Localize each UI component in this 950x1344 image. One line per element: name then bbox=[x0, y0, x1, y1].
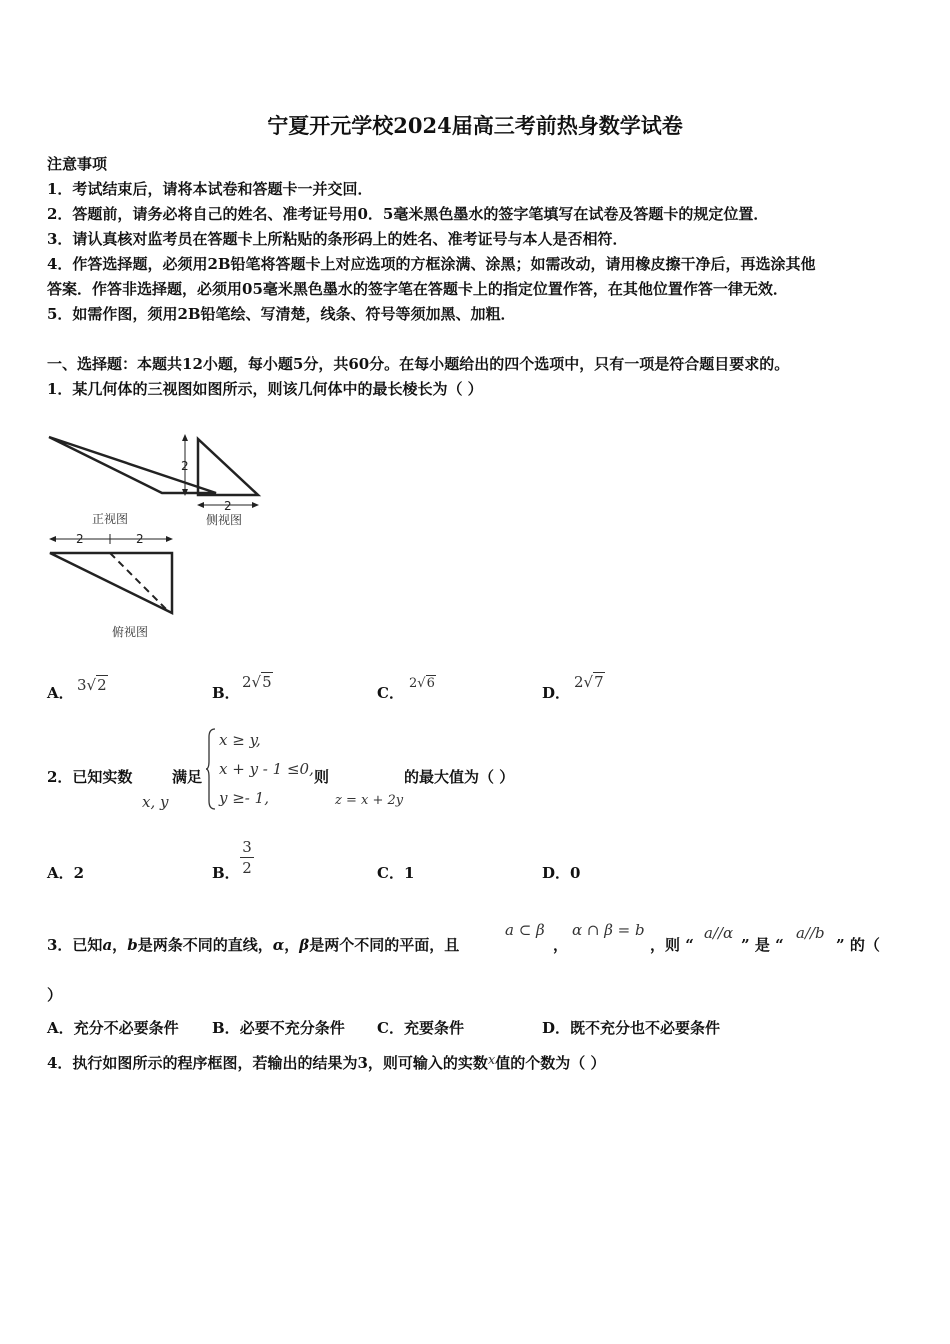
q3-option-a[interactable]: A．充分不必要条件 bbox=[47, 1019, 179, 1037]
front-view-label: 正视图 bbox=[92, 512, 129, 526]
top-dim-right-label: 2 bbox=[136, 532, 144, 546]
question-4-stem: 4．执行如图所示的程序框图，若输出的结果为3，则可输入的实数x值的个数为（ ） bbox=[47, 1053, 606, 1072]
q2-vars: x, y bbox=[142, 793, 169, 811]
q3-condition-1: a ⊂ β bbox=[505, 921, 545, 939]
question-1-stem: 1．某几何体的三视图如图所示，则该几何体中的最长棱长为（ ） bbox=[47, 380, 483, 398]
note-item: 答案．作答非选择题，必须用05毫米黑色墨水的签字笔在答题卡上的指定位置作答，在其他位置作答一律无效． bbox=[47, 280, 788, 298]
side-height-label: 2 bbox=[181, 459, 189, 473]
note-item: 4．作答选择题，必须用2B铅笔将答题卡上对应选项的方框涂满、涂黑；如需改动，请用橡皮擦干净后，再选涂其他 bbox=[47, 255, 816, 273]
q3-condition-2: α ∩ β = b bbox=[572, 921, 645, 939]
section-heading: 一、选择题：本题共12小题，每小题5分，共60分。在每小题给出的四个选项中，只有一项是符合题目要求的。 bbox=[47, 355, 790, 373]
q1-option-d-value: 2√7 bbox=[574, 673, 604, 691]
option-letter: D． bbox=[542, 684, 571, 702]
q2-satisfy: 满足 bbox=[172, 768, 203, 786]
q3-option-b[interactable]: B．必要不充分条件 bbox=[212, 1019, 345, 1037]
q3-option-c[interactable]: C．充要条件 bbox=[377, 1019, 464, 1037]
top-view-label: 俯视图 bbox=[112, 625, 149, 639]
note-item: 2．答题前，请务必将自己的姓名、准考证号用0．5毫米黑色墨水的签字笔填写在试卷及答题卡的规定位置． bbox=[47, 205, 769, 223]
top-view-shape bbox=[50, 553, 172, 613]
option-letter: A． bbox=[47, 684, 74, 702]
q2-option-b[interactable]: B． bbox=[212, 864, 240, 882]
q2-then: 则 bbox=[314, 768, 330, 786]
q2-condition-2: x + y - 1 ≤0, bbox=[219, 760, 314, 778]
side-view-label: 侧视图 bbox=[206, 513, 243, 527]
q3-text-6: ” 的（ bbox=[836, 936, 880, 954]
q2-option-c[interactable]: C．1 bbox=[377, 864, 415, 882]
top-dim-left-label: 2 bbox=[76, 532, 84, 546]
q1-option-c-value: 2√6 bbox=[409, 676, 435, 691]
q3-option-d[interactable]: D．既不充分也不必要条件 bbox=[542, 1019, 721, 1037]
q1-option-a[interactable] bbox=[47, 682, 74, 703]
q2-option-a[interactable]: A．2 bbox=[47, 864, 85, 882]
q3-text-5: ” 是 “ bbox=[741, 936, 784, 954]
q2-option-b-fraction: 3 2 bbox=[240, 838, 254, 877]
page-title: 宁夏开元学校2024届高三考前热身数学试卷 bbox=[267, 113, 683, 138]
note-item: 3．请认真核对监考员在答题卡上所粘贴的条形码上的姓名、准考证号与本人是否相符． bbox=[47, 230, 628, 248]
q1-option-b-value: 2√5 bbox=[242, 673, 272, 691]
option-letter: B． bbox=[212, 684, 240, 702]
q2-objective: z = x + 2y bbox=[335, 793, 404, 808]
system-brace bbox=[205, 727, 217, 811]
option-letter: C． bbox=[377, 684, 404, 702]
q3-statement-2: a//b bbox=[796, 924, 825, 942]
q1-option-a-value: 3√2 bbox=[77, 676, 107, 694]
front-view-shape bbox=[49, 437, 216, 493]
q3-statement-1: a//α bbox=[704, 924, 734, 942]
q3-close-paren: ） bbox=[47, 986, 63, 1004]
q3-text-4: ，则 “ bbox=[650, 936, 694, 954]
q1-option-b[interactable] bbox=[212, 682, 240, 703]
q1-option-c[interactable] bbox=[377, 682, 404, 703]
q2-option-d[interactable]: D．0 bbox=[542, 864, 581, 882]
q2-condition-3: y ≥- 1, bbox=[219, 789, 269, 807]
note-item: 1．考试结束后，请将本试卷和答题卡一并交回． bbox=[47, 180, 373, 198]
q3-separator: ， bbox=[553, 936, 569, 954]
notes-heading: 注意事项 bbox=[47, 155, 108, 173]
q2-condition-1: x ≥ y, bbox=[219, 731, 261, 749]
side-view-shape bbox=[198, 439, 258, 495]
note-item: 5．如需作图，须用2B铅笔绘、写清楚，线条、符号等须加黑、加粗． bbox=[47, 305, 516, 323]
question-3-stem: 3．已知a，b是两条不同的直线，α，β是两个不同的平面，且 bbox=[47, 936, 460, 954]
side-width-label: 2 bbox=[224, 499, 232, 513]
three-view-figure bbox=[44, 425, 274, 645]
q2-suffix: 的最大值为（ ） bbox=[404, 768, 515, 786]
q1-option-d[interactable] bbox=[542, 682, 570, 703]
question-2-prefix: 2．已知实数 bbox=[47, 768, 133, 786]
top-view-hidden-edge bbox=[110, 553, 168, 611]
